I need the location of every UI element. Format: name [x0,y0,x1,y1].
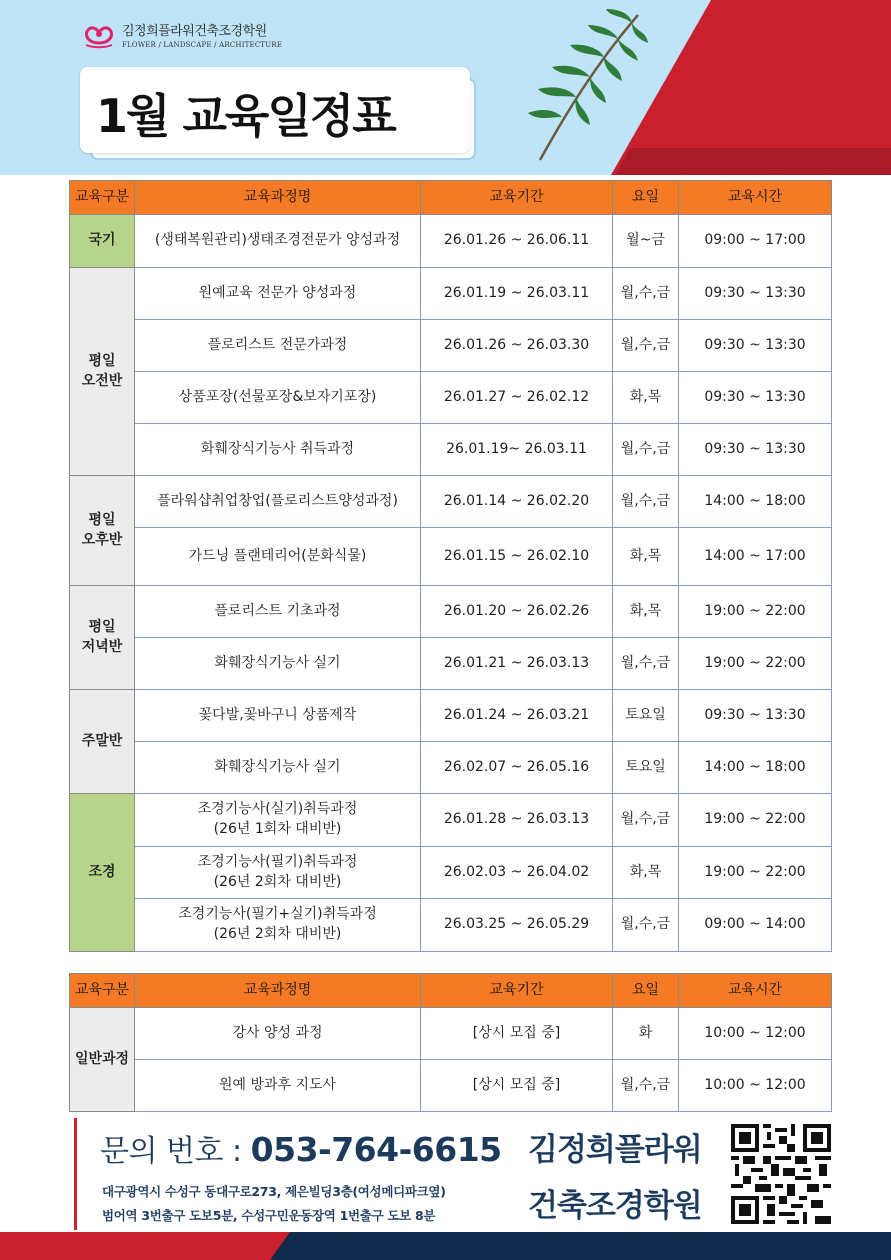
course-name: 강사 양성 과정 [232,1024,323,1041]
col-days-header: 요일 [613,974,679,1008]
time-cell: 09:30 ~ 13:30 [679,690,832,742]
period-cell: 26.01.26 ~ 26.03.30 [421,320,613,372]
days-cell: 토요일 [613,690,679,742]
period-cell: 26.01.19~ 26.03.11 [421,424,613,476]
table-header-row [70,974,832,1008]
course-name-cell [135,899,421,952]
course-name: (생태복원관리)생태조경전문가 양성과정 [154,232,401,249]
period-cell: 26.02.07 ~ 26.05.16 [421,742,613,794]
time-cell: 14:00 ~ 18:00 [679,742,832,794]
table-row [70,424,832,476]
col-category-header: 교육구분 [70,181,135,215]
period-cell: 26.01.26 ~ 26.06.11 [421,215,613,268]
days-cell: 화 [613,1008,679,1060]
course-name-cell [135,476,421,528]
days-cell: 월,수,금 [613,320,679,372]
period-cell: 26.02.03 ~ 26.04.02 [421,847,613,899]
course-name: 플라워샵취업창업(플로리스트양성과정) [157,492,398,509]
col-time-header: 교육시간 [679,181,832,215]
category-label: 주말반 [81,732,123,749]
table-header-row [70,181,832,215]
schedule-table [69,180,832,952]
course-name: 플로리스트 기초과정 [214,602,341,619]
course-name: (26년 1회차 대비반) [213,821,342,837]
logo-name: 김정희플라워건축조경학원 [122,24,267,39]
days-cell: 월,수,금 [613,638,679,690]
days-cell: 토요일 [613,742,679,794]
period-cell: 26.01.20 ~ 26.02.26 [421,586,613,638]
page-title: 1월 교육일정표 [96,89,395,143]
period-cell: 26.01.28 ~ 26.03.13 [421,794,613,847]
table-row [70,794,832,847]
header-banner [0,0,891,175]
category-label: 국기 [88,232,116,249]
col-course-header: 교육과정명 [135,974,421,1008]
brand-name-line1: 김정희플라워 [528,1132,702,1168]
table-row [70,1008,832,1060]
course-name: 조경기능사(필기+실기)취득과정 [178,906,377,923]
course-name-cell [135,1060,421,1112]
table-row [70,690,832,742]
col-period-header: 교육기간 [421,181,613,215]
table-row [70,476,832,528]
time-cell: 09:30 ~ 13:30 [679,268,832,320]
category-label: 저녁반 [81,638,123,655]
course-name-cell [135,215,421,268]
course-name: 화훼장식기능사 취득과정 [200,440,355,457]
time-cell: 09:30 ~ 13:30 [679,372,832,424]
course-name: 가드닝 플랜테리어(분화식물) [188,547,367,564]
period-cell: 26.03.25 ~ 26.05.29 [421,899,613,952]
time-cell: 14:00 ~ 17:00 [679,528,832,586]
time-cell: 09:30 ~ 13:30 [679,320,832,372]
days-cell: 화,목 [613,372,679,424]
days-cell: 화,목 [613,528,679,586]
leaf-icon [510,5,650,165]
category-label: 평일 [88,511,116,528]
days-cell: 월,수,금 [613,476,679,528]
course-name-cell [135,586,421,638]
qr-code-icon[interactable] [731,1124,831,1224]
course-name-cell [135,320,421,372]
period-cell: [상시 모집 중] [421,1008,613,1060]
table-row [70,586,832,638]
table-row [70,847,832,899]
days-cell: 월,수,금 [613,424,679,476]
category-cell [70,690,135,794]
time-cell: 09:00 ~ 14:00 [679,899,832,952]
days-cell: 월,수,금 [613,899,679,952]
time-cell: 10:00 ~ 12:00 [679,1060,832,1112]
course-name-cell [135,268,421,320]
table-row [70,320,832,372]
category-cell [70,586,135,690]
course-name: 원예교육 전문가 양성과정 [198,284,357,301]
course-name-cell [135,372,421,424]
table-row [70,638,832,690]
category-label: 오후반 [81,531,123,548]
days-cell: 월,수,금 [613,1060,679,1112]
days-cell: 월~금 [613,215,679,268]
col-days-header: 요일 [613,181,679,215]
days-cell: 월,수,금 [613,268,679,320]
red-corner-shadow [616,148,891,175]
phone-number[interactable]: 053-764-6615 [250,1130,502,1169]
table-row [70,899,832,952]
course-name: (26년 2회차 대비반) [213,926,342,942]
category-label: 평일 [88,618,116,635]
course-name: 원예 방과후 지도사 [218,1076,337,1093]
category-cell [70,1008,135,1112]
course-name: 조경기능사(실기)취득과정 [197,801,358,818]
days-cell: 월,수,금 [613,794,679,847]
footer-accent-bar [74,1118,77,1230]
category-cell [70,215,135,268]
flower-logo-icon [82,21,116,49]
course-name: 상품포장(선물포장&보자기포장) [178,388,377,405]
category-label: 평일 [88,352,116,369]
time-cell: 14:00 ~ 18:00 [679,476,832,528]
col-course-header: 교육과정명 [135,181,421,215]
course-name-cell [135,794,421,847]
period-cell: 26.01.19 ~ 26.03.11 [421,268,613,320]
period-cell: 26.01.15 ~ 26.02.10 [421,528,613,586]
course-name: 화훼장식기능사 실기 [214,758,341,775]
course-name: 꽃다발,꽃바구니 상품제작 [198,706,357,723]
period-cell: [상시 모집 중] [421,1060,613,1112]
time-cell: 19:00 ~ 22:00 [679,586,832,638]
time-cell: 19:00 ~ 22:00 [679,847,832,899]
table-row [70,372,832,424]
category-cell [70,268,135,476]
category-label: 오전반 [81,372,123,389]
course-name-cell [135,528,421,586]
course-name-cell [135,847,421,899]
brand-name-line2: 건축조경학원 [528,1188,702,1224]
time-cell: 10:00 ~ 12:00 [679,1008,832,1060]
days-cell: 화,목 [613,847,679,899]
directions-line: 범어역 3번출구 도보5분, 수성구민운동장역 1번출구 도보 8분 [102,1208,436,1223]
time-cell: 19:00 ~ 22:00 [679,638,832,690]
period-cell: 26.01.21 ~ 26.03.13 [421,638,613,690]
course-name: 화훼장식기능사 실기 [214,654,341,671]
table-row [70,215,832,268]
course-name-cell [135,690,421,742]
category-label: 조경 [88,863,116,880]
table-row [70,268,832,320]
category-cell [70,794,135,952]
course-name-cell [135,742,421,794]
period-cell: 26.01.27 ~ 26.02.12 [421,372,613,424]
category-label: 일반과정 [74,1050,130,1067]
academy-logo [82,20,282,49]
logo-subtitle: FLOWER / LANDSCAPE / ARCHITECTURE [122,41,283,49]
course-name-cell [135,638,421,690]
course-name: 조경기능사(필기)취득과정 [197,853,358,870]
time-cell: 09:30 ~ 13:30 [679,424,832,476]
contact-label: 문의 번호 : [100,1134,251,1169]
table-row [70,1060,832,1112]
period-cell: 26.01.14 ~ 26.02.20 [421,476,613,528]
period-cell: 26.01.24 ~ 26.03.21 [421,690,613,742]
category-cell [70,476,135,586]
col-category-header: 교육구분 [70,974,135,1008]
contact-line [100,1126,502,1170]
col-time-header: 교육시간 [679,974,832,1008]
time-cell: 09:00 ~ 17:00 [679,215,832,268]
table-row [70,742,832,794]
course-name-cell [135,1008,421,1060]
course-name-cell [135,424,421,476]
table-row [70,528,832,586]
general-course-table [69,973,832,1112]
course-name: 플로리스트 전문가과정 [207,336,348,353]
course-name: (26년 2회차 대비반) [213,873,342,890]
time-cell: 19:00 ~ 22:00 [679,794,832,847]
address-line: 대구광역시 수성구 동대구로273, 제은빌딩3층(여성메디파크옆) [102,1184,446,1199]
bottom-band-accent [0,1232,290,1260]
col-period-header: 교육기간 [421,974,613,1008]
days-cell: 화,목 [613,586,679,638]
